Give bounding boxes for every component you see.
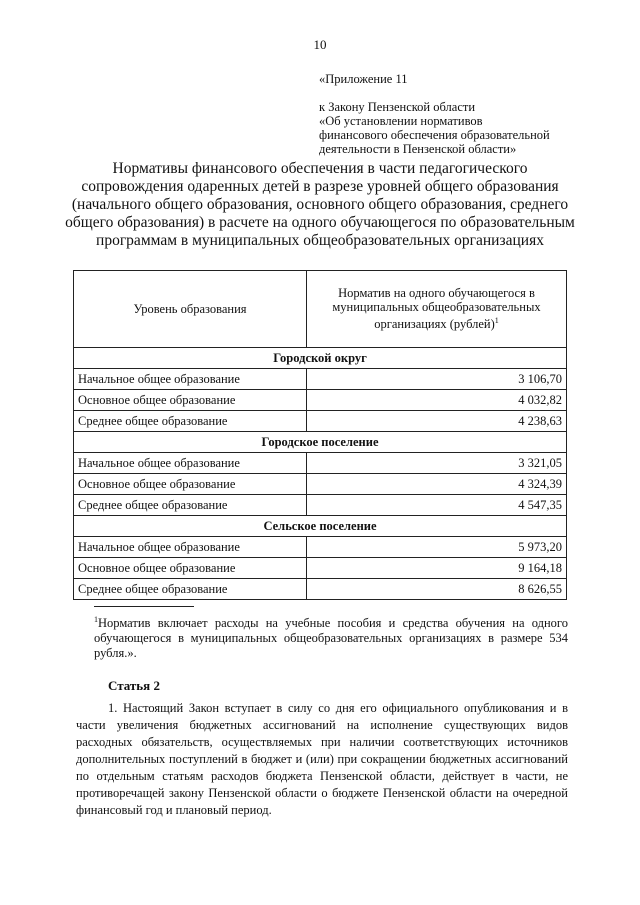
value-cell: 4 032,82 [307, 390, 567, 411]
document-title: Нормативы финансового обеспечения в части педагогического сопровождения одаренных детей в разрезе уровней общего образования (начального общего образования, основного общего образования, среднего общего образования) в расчете на одного обучающегося по образовательным программам в муниципальных общеобразовательных организациях [65, 160, 575, 249]
footnote [94, 612, 568, 661]
table-row [74, 453, 567, 474]
appendix-line: к Закону Пензенской области [319, 100, 476, 114]
value-cell: 4 238,63 [307, 411, 567, 432]
level-cell: Начальное общее образование [74, 453, 307, 474]
section-title: Городской округ [74, 348, 567, 369]
value-cell: 3 321,05 [307, 453, 567, 474]
header-norm-text: Норматив на одного обучающегося в муниципальных общеобразовательных организациях (рублей) [332, 286, 541, 332]
section-row [74, 348, 567, 369]
value-cell: 4 547,35 [307, 495, 567, 516]
level-cell: Начальное общее образование [74, 537, 307, 558]
footnote-divider [94, 606, 194, 607]
appendix-line: финансового обеспечения образовательной [319, 128, 550, 142]
appendix-title: «Приложение 11 [319, 72, 408, 86]
table-row [74, 495, 567, 516]
level-cell: Основное общее образование [74, 558, 307, 579]
header-norm [307, 271, 567, 348]
level-cell: Среднее общее образование [74, 579, 307, 600]
level-cell: Среднее общее образование [74, 411, 307, 432]
level-cell: Основное общее образование [74, 474, 307, 495]
table-row [74, 390, 567, 411]
value-cell: 4 324,39 [307, 474, 567, 495]
page-number: 10 [313, 37, 327, 52]
section-row [74, 516, 567, 537]
table-row [74, 411, 567, 432]
article-title: Статья 2 [108, 678, 160, 693]
table-row [74, 369, 567, 390]
value-cell: 3 106,70 [307, 369, 567, 390]
table-row [74, 579, 567, 600]
table-header-row [74, 271, 567, 348]
level-cell: Основное общее образование [74, 390, 307, 411]
footnote-text: Норматив включает расходы на учебные пособия и средства обучения на одного обучающегося в муниципальных общеобразовательных организациях в размере 534 рубля.». [94, 616, 568, 661]
norms-table [73, 270, 567, 600]
header-level: Уровень образования [74, 271, 307, 348]
level-cell: Начальное общее образование [74, 369, 307, 390]
value-cell: 5 973,20 [307, 537, 567, 558]
section-title: Городское поселение [74, 432, 567, 453]
appendix-line: деятельности в Пензенской области» [319, 142, 517, 156]
value-cell: 8 626,55 [307, 579, 567, 600]
footnote-marker: 1 [94, 615, 98, 624]
article-paragraph: 1. Настоящий Закон вступает в силу со дня его официального опубликования и в части увеличения бюджетных ассигнований на исполнение существующих видов расходных обязательств, осуществляемых при наличии соответствующих источников дополнительных поступлений в бюджет и (или) при сокращении бюджетных ассигнований по отдельным статьям расходов бюджета Пензенской области, действует в части, не противоречащей закону Пензенской области о бюджете Пензенской области на очередной финансовый год и плановый период. [76, 701, 568, 817]
header-norm-footnote-marker: 1 [494, 316, 499, 326]
table-row [74, 537, 567, 558]
section-row [74, 432, 567, 453]
value-cell: 9 164,18 [307, 558, 567, 579]
table-row [74, 474, 567, 495]
section-title: Сельское поселение [74, 516, 567, 537]
level-cell: Среднее общее образование [74, 495, 307, 516]
appendix-block [319, 72, 619, 156]
table-row [74, 558, 567, 579]
appendix-line: «Об установлении нормативов [319, 114, 483, 128]
